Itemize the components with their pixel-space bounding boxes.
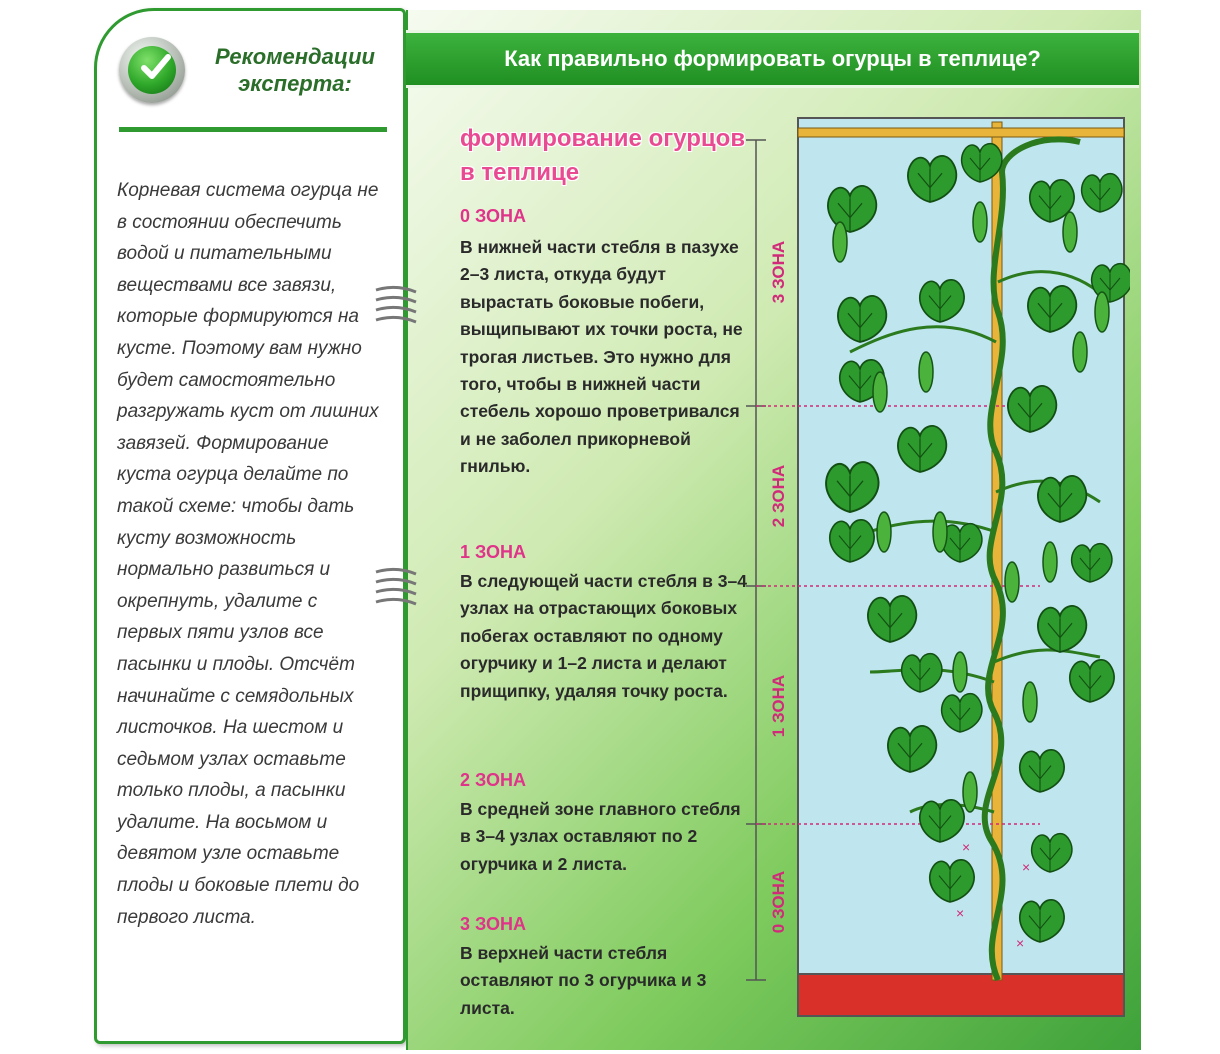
connector-icon <box>372 566 420 606</box>
checkmark-icon <box>119 37 185 103</box>
section-title: формирование огурцов в теплице <box>460 125 746 186</box>
zone-3-text: В верхней части стебля оставляют по 3 огурчика и 3 листа. <box>460 943 707 1018</box>
cucumber-plant-diagram <box>740 112 1130 1030</box>
svg-text:×: × <box>956 905 965 921</box>
svg-text:×: × <box>1022 859 1031 875</box>
trellis-bar <box>798 128 1124 137</box>
page-title: Как правильно формировать огурцы в теплице? <box>504 46 1041 71</box>
zone-2-text: В средней зоне главного стебля в 3–4 узлах оставляют по 2 огурчика и 2 листа. <box>460 799 741 874</box>
expert-title: Рекомендации эксперта: <box>215 44 375 96</box>
diagram-zone-2-label: 2 ЗОНА <box>769 464 788 528</box>
zone-3-label: 3 ЗОНА <box>460 914 527 934</box>
header-bar <box>406 30 1139 88</box>
zone-2-label: 2 ЗОНА <box>460 770 527 790</box>
expert-panel <box>94 8 406 1044</box>
divider <box>119 127 387 132</box>
svg-text:×: × <box>1016 935 1025 951</box>
expert-text: Корневая система огурца не в состоянии обеспечить водой и питательными веществами все завязи, которые формируются на кусте. Поэтому вам нужно будет самостоятельно разгружать куст от лишних завязей. Формирование куста огурца делайте по такой схеме: чтобы дать кусту возможность нормально развиться и окрепнуть, удалите с первых пяти узлов все пасынки и плоды. Отсчёт начинайте с семядольных листочков. На шестом и седьмом узлах оставьте только плоды, а пасынки удалите. На восьмом и девятом узле оставьте плоды и боковые плети до первого листа. <box>117 180 379 928</box>
zone-0-label: 0 ЗОНА <box>460 206 527 226</box>
soil <box>798 974 1124 1016</box>
zone-0-text: В нижней части стебля в пазухе 2–3 листа, откуда будут вырастать боковые побеги, выщипывают их точки роста, не трогая листьев. Это нужно для того, чтобы в нижней части стебель хорошо проветривался и не заболел прикорневой гнилью. <box>460 237 743 477</box>
zone-1-text: В следующей части стебля в 3–4 узлах на отрастающих боковых побегах оставляют по одному огурчику и 1–2 листа и делают прищипку, удаляя точку роста. <box>460 571 747 701</box>
diagram-zone-0-label: 0 ЗОНА <box>769 870 788 934</box>
svg-text:×: × <box>962 839 971 855</box>
connector-icon <box>372 284 420 324</box>
diagram-zone-1-label: 1 ЗОНА <box>769 674 788 738</box>
diagram-zone-3-label: 3 ЗОНА <box>769 240 788 304</box>
zone-1-label: 1 ЗОНА <box>460 542 527 562</box>
